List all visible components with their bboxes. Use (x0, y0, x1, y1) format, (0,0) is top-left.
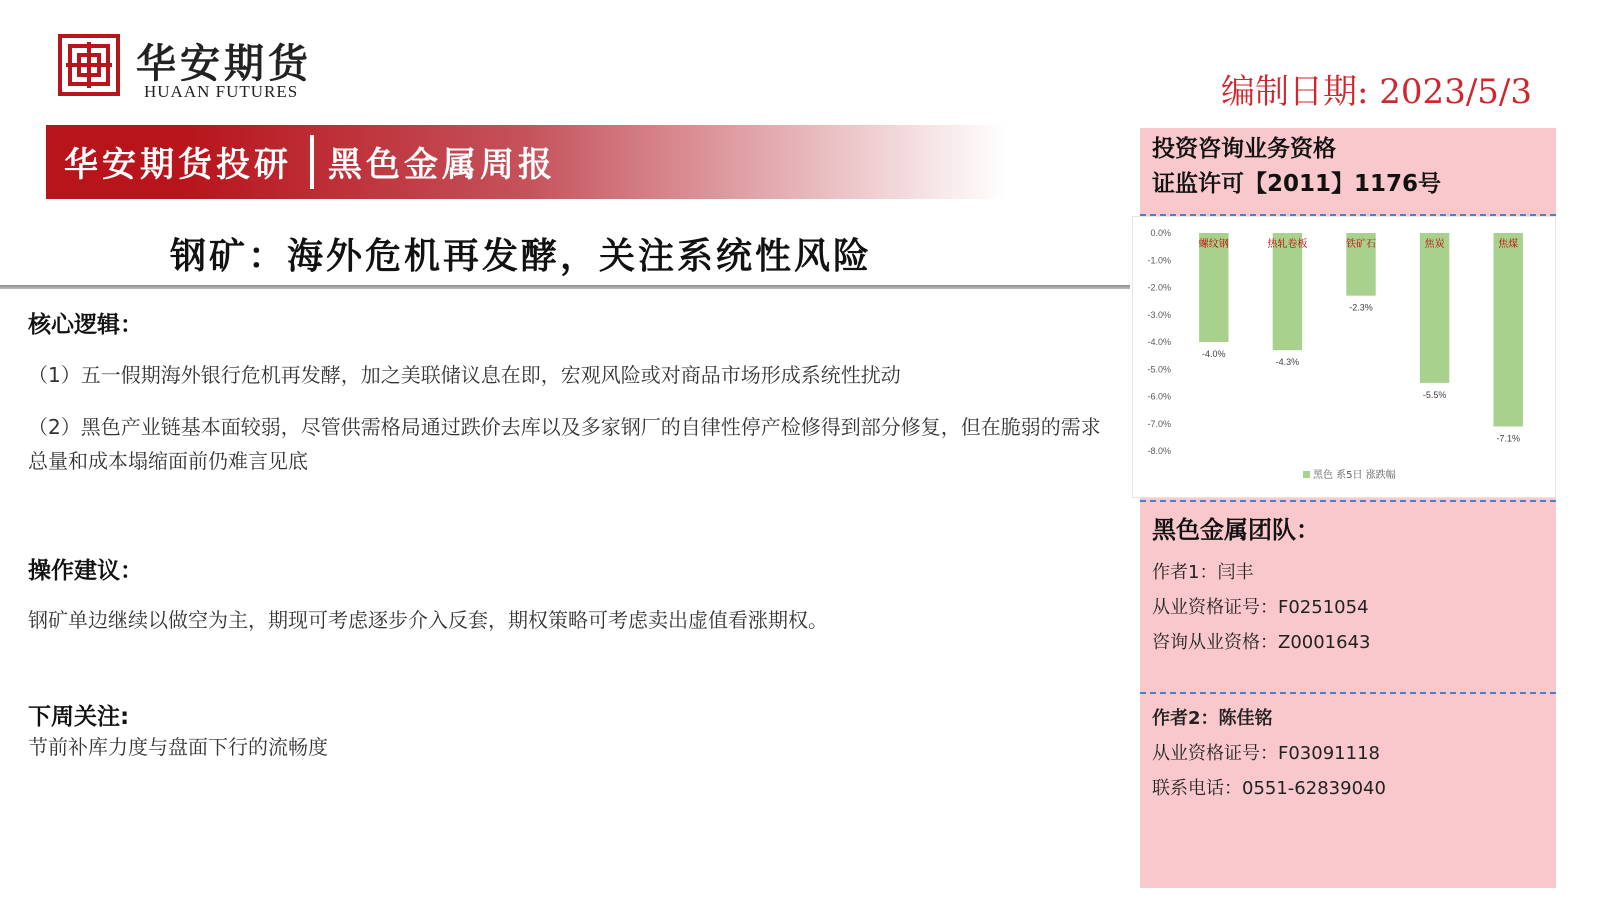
weekly-change-chart (1132, 216, 1556, 498)
chart-bar (1493, 233, 1522, 426)
y-tick-label: -7.0% (1147, 418, 1171, 429)
banner-divider (310, 135, 314, 189)
data-label: -5.5% (1422, 389, 1447, 400)
next-week-heading: 下周关注: (28, 704, 130, 730)
category-label: 铁矿石 (1346, 239, 1376, 250)
chart-svg (1133, 217, 1555, 497)
author-1-license: 从业资格证号：F0251054 (1152, 597, 1369, 618)
panel-divider (1140, 500, 1556, 502)
compile-date: 编制日期: 2023/5/3 (1221, 72, 1532, 112)
core-logic-heading: 核心逻辑： (28, 312, 143, 338)
report-banner (46, 125, 1006, 199)
author-1-consult-license: 咨询从业资格：Z0001643 (1152, 632, 1371, 653)
qualification-block (1152, 132, 1441, 202)
operation-text: 钢矿单边继续以做空为主，期现可考虑逐步介入反套，期权策略可考虑卖出虚值看涨期权。 (28, 608, 828, 632)
y-tick-label: -2.0% (1147, 282, 1171, 293)
category-label: 螺纹钢 (1198, 239, 1229, 250)
panel-divider (1140, 692, 1556, 694)
category-label: 焦炭 (1424, 239, 1445, 250)
core-logic-point-2: （2）黑色产业链基本面较弱，尽管供需格局通过跌价去库以及多家钢厂的自律性停产检修得到部分修复，但在脆弱的需求总量和成本塌缩面前仍难言见底 (28, 415, 1101, 473)
company-logo (58, 34, 318, 104)
legend-label: 黑色 系5日 涨跌幅 (1313, 470, 1396, 481)
qualification-line-1: 投资咨询业务资格 (1152, 136, 1336, 162)
core-logic-point-1: （1）五一假期海外银行危机再发酵，加之美联储议息在即，宏观风险或对商品市场形成系统性扰动 (28, 363, 901, 387)
operation-heading: 操作建议： (28, 558, 143, 584)
y-tick-label: -5.0% (1147, 364, 1171, 375)
banner-report-type: 黑色金属周报 (328, 145, 556, 185)
data-label: -4.0% (1202, 349, 1226, 359)
qualification-line-2: 证监许可【2011】1176号 (1152, 171, 1442, 197)
data-label: -7.1% (1496, 433, 1520, 444)
data-label: -4.3% (1275, 357, 1300, 368)
author-2: 作者2：陈佳铭 (1152, 708, 1273, 729)
author-2-phone: 联系电话：0551-62839040 (1152, 778, 1386, 799)
y-tick-label: -8.0% (1147, 446, 1171, 456)
y-tick-label: -3.0% (1147, 309, 1171, 320)
title-divider (0, 285, 1130, 289)
author-2-license: 从业资格证号：F03091118 (1152, 743, 1380, 764)
info-panel (1140, 128, 1556, 888)
category-label: 焦煤 (1498, 239, 1519, 250)
data-label: -2.3% (1349, 302, 1373, 313)
y-tick-label: 0.0% (1150, 228, 1171, 238)
logo-name-en: HUAAN FUTURES (144, 82, 299, 101)
y-tick-label: -6.0% (1147, 391, 1171, 402)
next-week-text: 节前补库力度与盘面下行的流畅度 (28, 735, 328, 759)
category-label: 热轧卷板 (1267, 239, 1308, 250)
logo-emblem-icon (58, 34, 120, 96)
banner-org: 华安期货投研 (64, 145, 292, 185)
page-title: 钢矿：海外危机再发酵，关注系统性风险 (170, 235, 873, 277)
author-1: 作者1：闫丰 (1152, 562, 1254, 583)
logo-name-cn: 华安期货 (136, 40, 312, 87)
chart-bar (1273, 233, 1302, 350)
team-title: 黑色金属团队： (1152, 516, 1320, 544)
chart-bar (1420, 233, 1449, 383)
y-tick-label: -1.0% (1147, 255, 1171, 266)
legend-swatch (1303, 471, 1310, 478)
y-tick-label: -4.0% (1147, 337, 1171, 347)
